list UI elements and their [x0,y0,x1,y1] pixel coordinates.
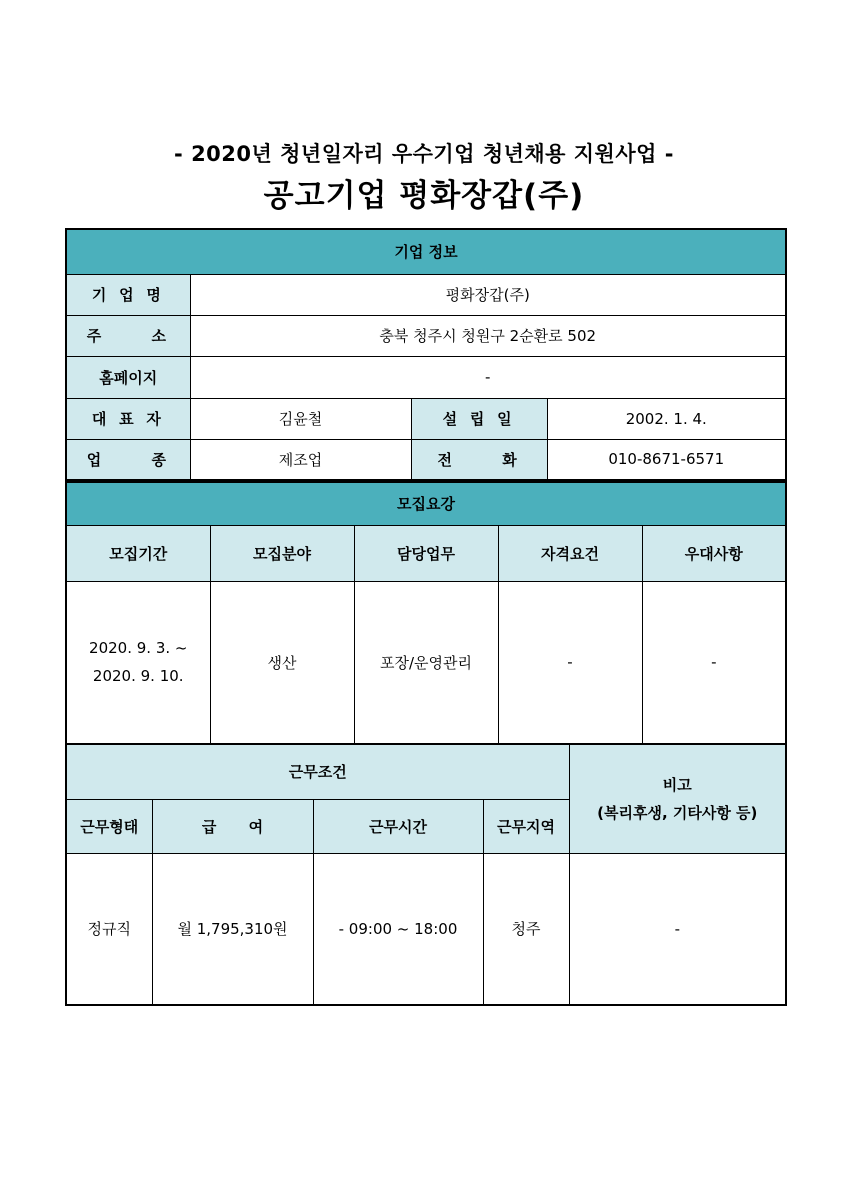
company-name-label: 기 업 명 [66,274,190,315]
company-info-table [65,228,787,481]
recruit-preference: - [642,581,786,744]
note-value: - [569,853,786,1005]
conditions-header: 근무조건 [66,744,569,799]
col-hours: 근무시간 [313,799,483,853]
col-salary: 급 여 [152,799,313,853]
col-period: 모집기간 [66,525,210,581]
note-header [569,744,786,853]
founded-value: 2002. 1. 4. [547,398,786,439]
address-label: 주 소 [66,315,190,356]
col-field: 모집분야 [210,525,354,581]
col-work-type: 근무형태 [66,799,152,853]
ceo-value: 김윤철 [190,398,411,439]
period-start: 2020. 9. 3. ~ [89,639,188,658]
col-qualification: 자격요건 [498,525,642,581]
col-duty: 담당업무 [354,525,498,581]
recruit-period [66,581,210,744]
ceo-label: 대 표 자 [66,398,190,439]
recruit-duty: 포장/운영관리 [354,581,498,744]
work-type-value: 정규직 [66,853,152,1005]
hours-value: - 09:00 ~ 18:00 [313,853,483,1005]
phone-label: 전 화 [411,439,547,480]
address-value: 충북 청주시 청원구 2순환로 502 [190,315,786,356]
salary-value: 월 1,795,310원 [152,853,313,1005]
homepage-value: - [190,356,786,398]
company-info-header: 기업 정보 [66,229,786,274]
recruit-qualification: - [498,581,642,744]
company-name-value: 평화장갑(주) [190,274,786,315]
phone-value: 010-8671-6571 [547,439,786,480]
col-location: 근무지역 [483,799,569,853]
recruitment-header: 모집요강 [66,482,786,525]
industry-value: 제조업 [190,439,411,480]
page-title: 공고기업 평화장갑(주) [263,178,585,214]
note-header-title: 비고 [662,775,692,794]
homepage-label: 홈페이지 [66,356,190,398]
period-end: 2020. 9. 10. [92,667,184,686]
founded-label: 설 립 일 [411,398,547,439]
recruit-field: 생산 [210,581,354,744]
recruitment-table [65,481,787,745]
page-subtitle: - 2020년 청년일자리 우수기업 청년채용 지원사업 - [174,142,674,166]
location-value: 청주 [483,853,569,1005]
conditions-table [65,743,787,1006]
col-preference: 우대사항 [642,525,786,581]
note-header-sub: (복리후생, 기타사항 등) [597,803,758,822]
industry-label: 업 종 [66,439,190,480]
